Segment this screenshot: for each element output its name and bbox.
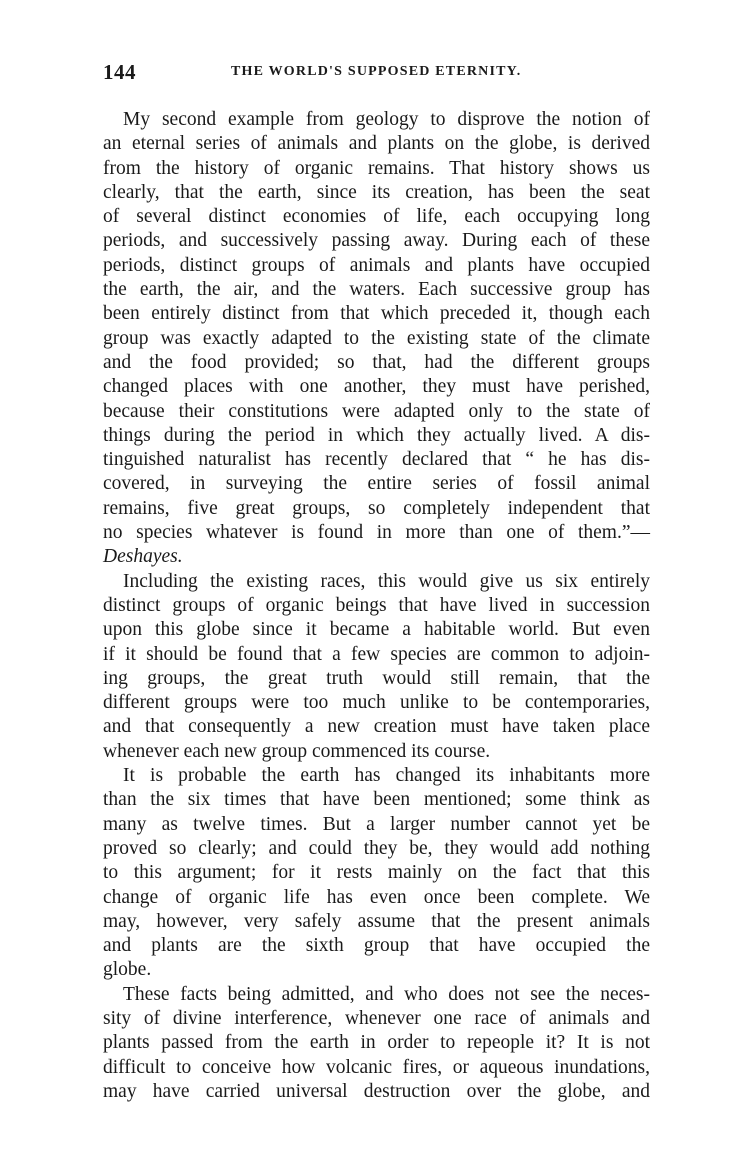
text-line: clearly, that the earth, since its creation, has been the seat xyxy=(103,181,650,203)
text-line: It is probable the earth has changed its inhabitants more xyxy=(123,765,650,787)
text-line: ing groups, the great truth would still remain, that the xyxy=(103,667,650,689)
page-number: 144 xyxy=(103,60,136,84)
text-line: and plants are the sixth group that have occupied the xyxy=(103,935,650,957)
text-line: from the history of organic remains. That history shows us xyxy=(103,157,650,179)
body-text xyxy=(103,108,650,1104)
text-line: difficult to conceive how volcanic fires, or aqueous inundations, xyxy=(103,1056,650,1078)
text-line: and the food provided; so that, had the different groups xyxy=(103,351,650,373)
text-line: may, however, very safely assume that the present animals xyxy=(103,910,650,932)
text-line: no species whatever is found in more than one of them.”— xyxy=(103,522,650,544)
text-line: different groups were too much unlike to be contemporaries, xyxy=(103,692,650,714)
text-line: been entirely distinct from that which preceded it, though each xyxy=(103,303,650,325)
text-line: My second example from geology to disprove the notion of xyxy=(123,109,650,130)
text-line: to this argument; for it rests mainly on the fact that this xyxy=(103,862,650,884)
quote-attribution: Deshayes. xyxy=(103,546,183,568)
text-line: periods, and successively passing away. During each of these xyxy=(103,230,650,252)
paragraph xyxy=(103,983,650,1104)
text-line: change of organic life has even once been complete. We xyxy=(103,886,650,908)
text-line: changed places with one another, they must have perished, xyxy=(103,376,650,398)
text-line: and that consequently a new creation must have taken place xyxy=(103,716,650,738)
text-line: because their constitutions were adapted only to the state of xyxy=(103,400,650,422)
text-line: whenever each new group commenced its course. xyxy=(103,740,491,762)
text-line: upon this globe since it became a habitable world. But even xyxy=(103,619,650,641)
text-line: These facts being admitted, and who does not see the neces- xyxy=(123,983,650,1005)
text-line: periods, distinct groups of animals and plants have occupied xyxy=(103,254,650,276)
text-line: things during the period in which they actually lived. A dis- xyxy=(103,424,650,446)
text-line: sity of divine interference, whenever one race of animals and xyxy=(103,1007,650,1029)
text-line: the earth, the air, and the waters. Each successive group has xyxy=(103,279,650,301)
text-line: than the six times that have been mentioned; some think as xyxy=(103,789,650,811)
text-line: tinguished naturalist has recently declared that “ he has dis- xyxy=(103,449,650,471)
text-line: may have carried universal destruction over the globe, and xyxy=(103,1080,650,1102)
text-line: of several distinct economies of life, each occupying long xyxy=(103,206,650,228)
text-line: Including the existing races, this would give us six entirely xyxy=(123,570,650,592)
text-line: an eternal series of animals and plants on the globe, is derived xyxy=(103,133,650,155)
paragraph xyxy=(103,570,650,764)
running-head xyxy=(103,60,650,90)
text-line: proved so clearly; and could they be, they would add nothing xyxy=(103,837,650,859)
text-line: covered, in surveying the entire series of fossil animal xyxy=(103,473,650,495)
text-line: remains, five great groups, so completely independent that xyxy=(103,497,650,519)
paragraph xyxy=(103,764,650,983)
text-line: many as twelve times. But a larger number cannot yet be xyxy=(103,813,650,835)
paragraph xyxy=(103,108,650,570)
text-line: distinct groups of organic beings that have lived in succession xyxy=(103,594,650,616)
text-line: group was exactly adapted to the existing state of the climate xyxy=(103,327,650,349)
text-line: plants passed from the earth in order to repeople it? It is not xyxy=(103,1032,650,1054)
running-title: THE WORLD'S SUPPOSED ETERNITY. xyxy=(231,64,522,79)
text-line: if it should be found that a few species are common to adjoin- xyxy=(103,643,650,665)
text-line: globe. xyxy=(103,959,152,981)
